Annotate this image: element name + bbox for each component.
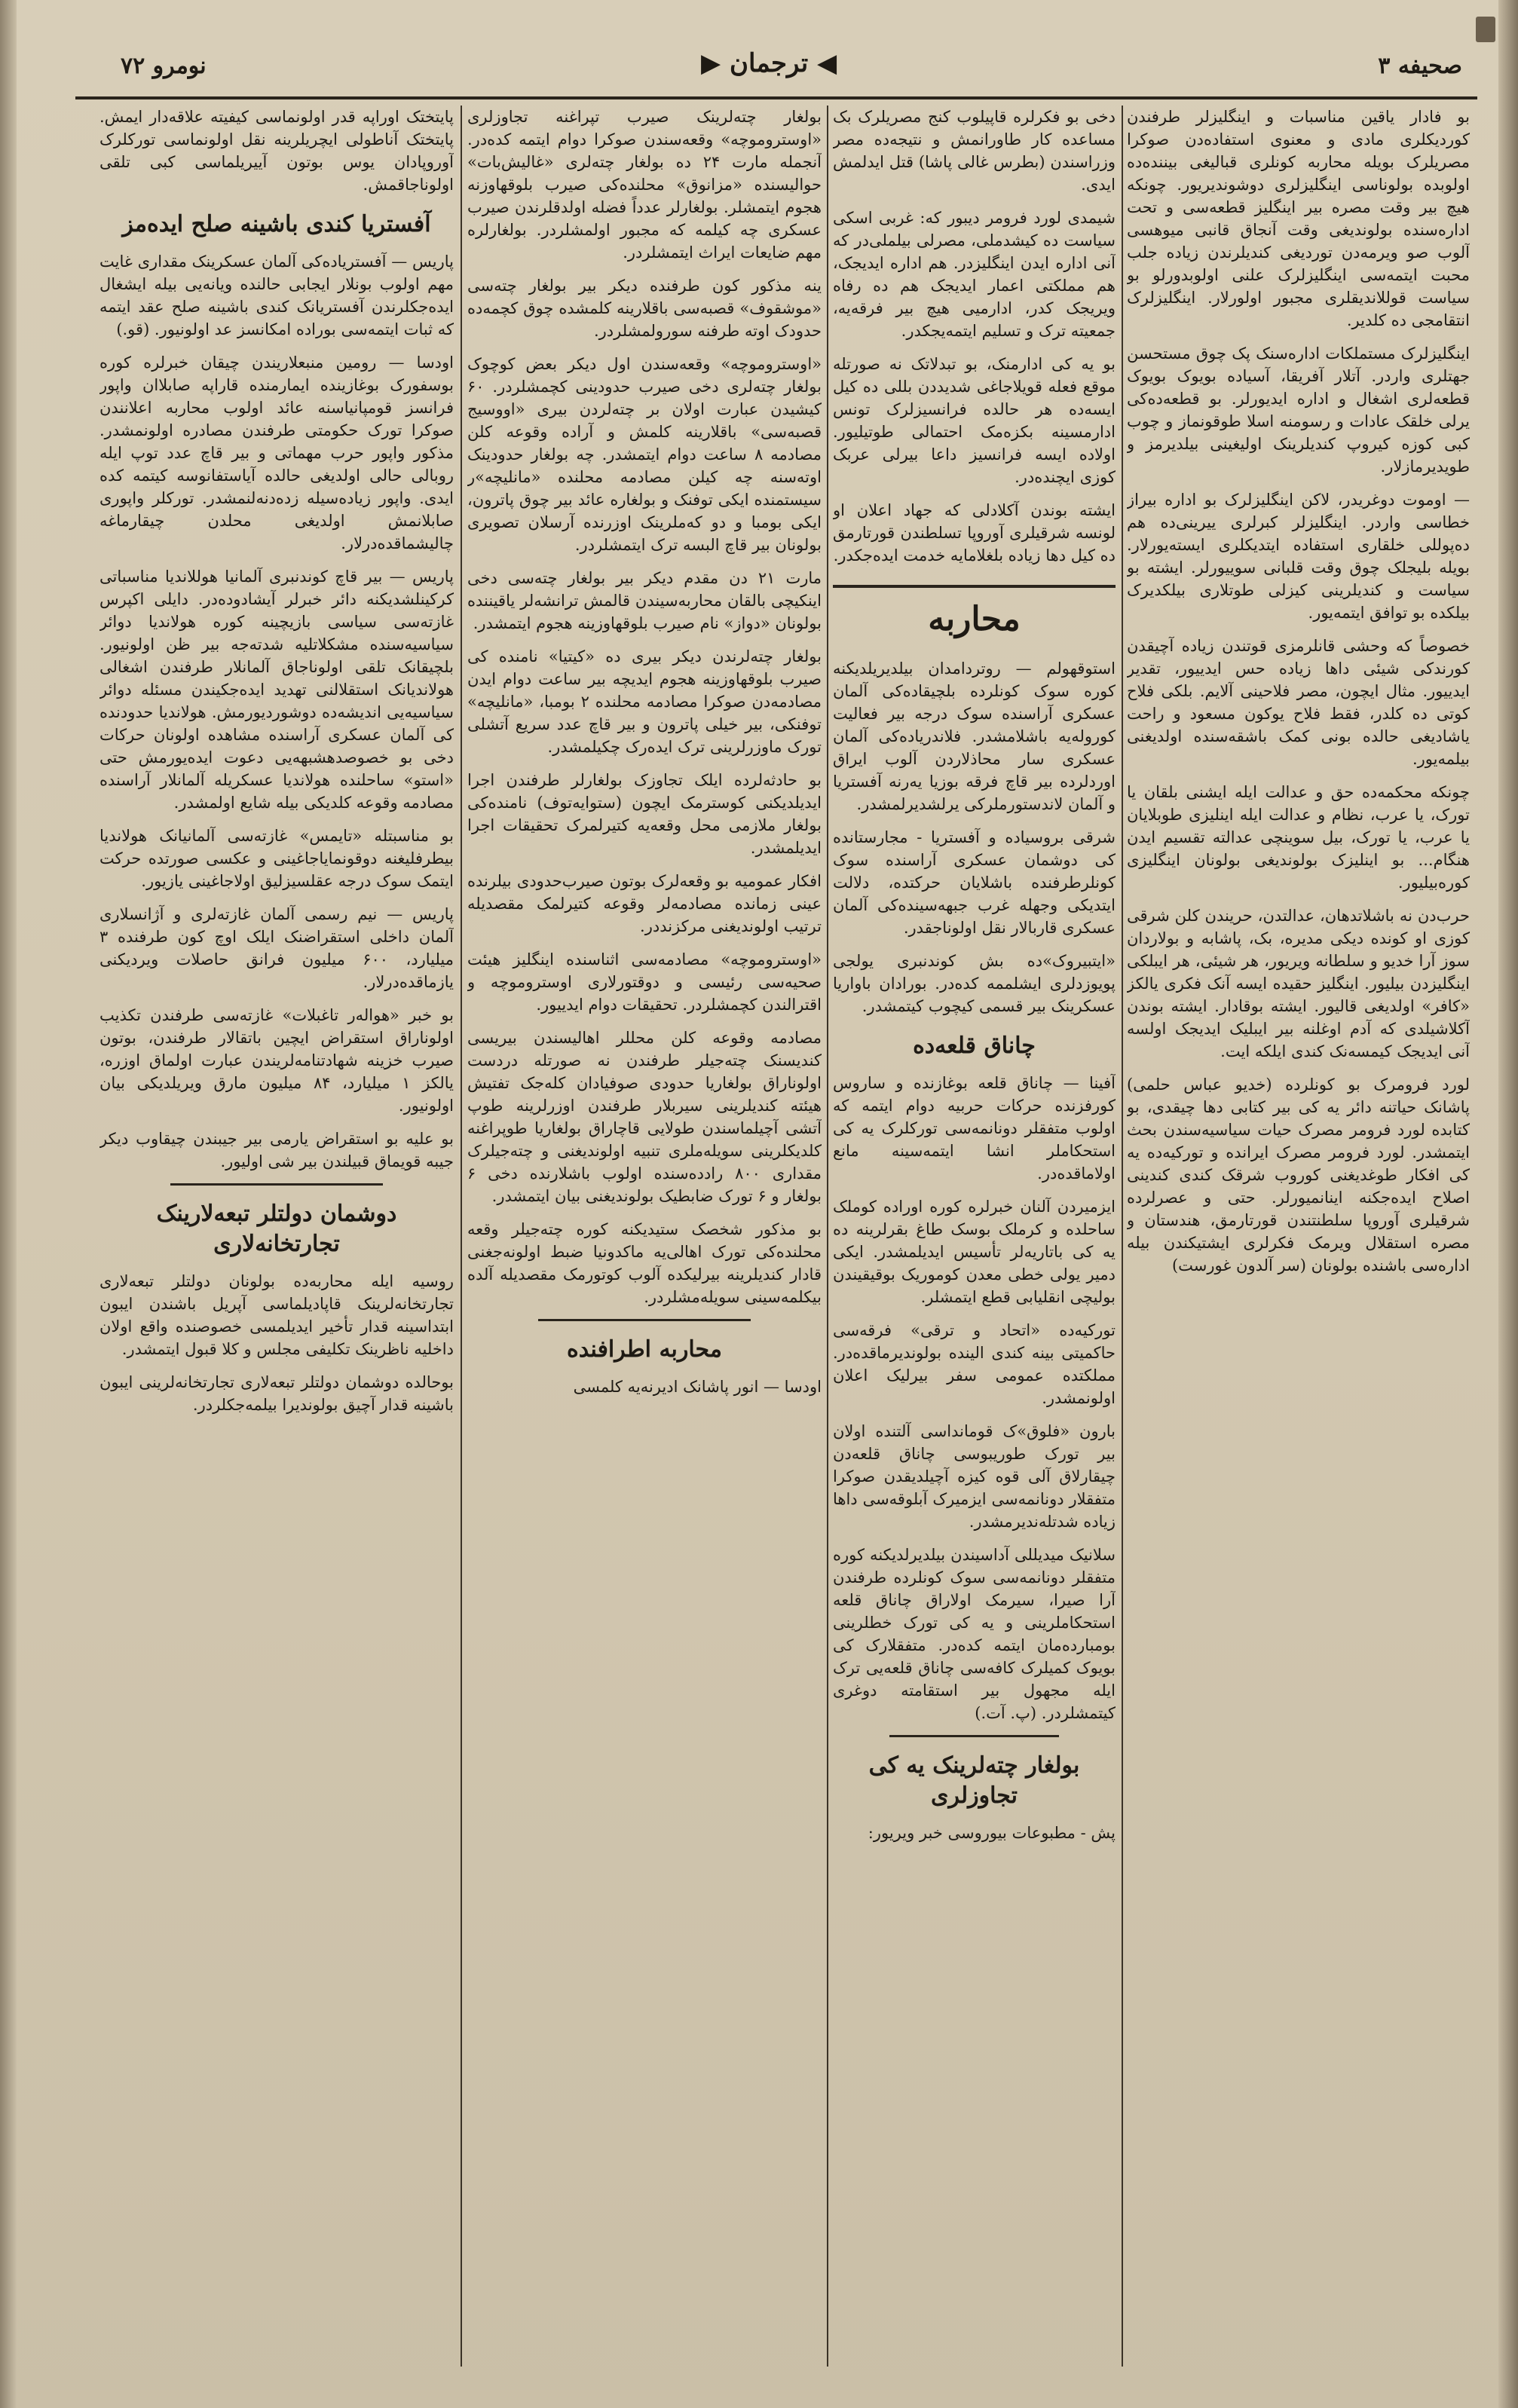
column-4 [99, 106, 454, 2363]
article-paragraph: بو علیه بو استقراض یارمی بیر جیبندن چیقاوب دیکر جیبه قویماق قبیلندن بیر شی اولیور. [99, 1130, 454, 1170]
article-paragraph: مصادمه وقوعه کلن محللر اهالیسندن بیریسی کندیسنک چته‌جیلر طرفندن نه صورتله دردست اولوناراق بولغاریا حدودی صوفیادان کله‌جک تفتیش هیئته کندیلرینی سیربلار طرفندن اوزرلرینه طوپ آتشی آچیلماسندن طولایی قاچاراق بولغاریا طوپراغنه کلدیکلرینی سویله‌ملری تنبیه اولوندیغنی و چته‌جیلرک مقداری ۸۰۰ رادده‌سنده اولوب باشلارنده دخی ۶ بولغار و ۶ تورک ضابطیک بولوندیغنی بیان ایتمشدر. [467, 1029, 822, 1205]
article-paragraph: اودسا — رومین منبعلاریندن چیقان خبرلره کوره بوسفورک بوغازینده ایمارمنده قاراپه صابلاان واپور فرانسز قومپانیاسنه عائد اولوب محاربه اعلانندن صوکرا تورک حکومتی طرفندن مصادره اولونمشدر. مذکور واپور حرب مهماتی و بیر قاچ عدد توپ ایله روبالی حالی اولدیغی حالده آیاستفانوسه کیتمه کده ایدی. واپور زیاده‌سیله زده‌دنه‌لنمشدر. تورکلر واپوری صابلانمش اولدیغی محلدن چیقارماغه چالیشماقده‌درلار. [99, 353, 454, 552]
article-paragraph: «اوستروموچه» وقعه‌سندن اول دیکر بعض کوچوک بولغار چته‌لری دخی صیرب حدودینی کچمشلردر. ۶۰ کیشیدن عبارت اولان بر چته‌لردن بیری «اووسیج قصبه‌سی» باقلارینه کلمش و آراده وقوعه کلن مصادمه ۸ ساعت دوام ایتمشدر. چه بولغار حدودینک اوته‌سنه چه کیلن مصادمه محلنده «مانلیچه»ر سیستمنده ایکی توفنک و بولغاره عائد بیر چوق پاترون، ایکی بومبا و دو که‌ملرینک اوزرنده آرسلان تصویری بولونان بیر قاچ البسه ترک ایتمشلردر. [467, 355, 822, 554]
article-paragraph: روسیه ایله محاربه‌ده بولونان دولتلر تبعه‌لاری تجارتخانه‌لرینک قاپادیلماسی آپریل باشندن ایبون ابتداسینه قدار تأخیر ایدیلمسی خصوصنده واقع اولان داخلیه ناظرینک تکلیفی مجلس و کلا قبول ایتمشدر. [99, 1272, 454, 1358]
page-number: صحیفه ۳ [1378, 53, 1462, 79]
article-paragraph: بارون «فلوق»ک قومانداسی آلتنده اولان بیر تورک طوریبوسی چاناق قلعه‌دن چیقارلاق آلی قوه کیزه آچیلدیقدن صوکرا متفقلار دونانمه‌سی ایزمیرک آبلوقه‌سی داها زیاده شدتله‌ندیرمشدر. [833, 1422, 1116, 1531]
separator-rule [170, 1183, 383, 1186]
separator-rule [889, 1735, 1059, 1737]
article-paragraph: بو حادثه‌لرده ایلک تجاوزک بولغارلر طرفندن اجرا ایدیلدیکنی کوسترمک ایچون (ستوایه‌توف) نامنده‌کی بولغار ملازمی محل وقعه‌یه کتیرلمرک تحقیقات اجرا ایدیلمشدر. [467, 771, 822, 857]
column-2 [833, 106, 1116, 2363]
article-paragraph: ایزمیردن آلنان خبرلره کوره اوراده کوملک ساحلده و کرملک بوسک طاغ بقرلرینه ده یه کی باتاریه‌لر تأسیس ایدیلمشدر. ایکی دمیر یولی خطی معدن کوموریک بوقیقیندن بولیچی انقلیابی قطع ایتمشلر. [833, 1198, 1116, 1306]
section-heading-war: محاربه [833, 585, 1116, 641]
article-paragraph: اودسا — انور پاشانک ادیرنه‌یه کلمسی [573, 1378, 822, 1396]
article-paragraph: بو مذکور شخصک ستیدیکنه کوره چته‌جیلر وقعه محلنده‌کی تورک اهالی‌یه ماکدونیا ضبط اولونه‌جغنی قادار کندیلرینه بیرلیکده آلوب کوتورمک مقصدیله آلده بیکلمه‌سینی سویله‌مشلردر. [467, 1220, 822, 1306]
masthead-rule [75, 96, 1477, 99]
article-paragraph: پاریس — بیر قاچ کوندنبری آلمانیا هوللاندیا مناسباتی کرکینلشدیکنه دائر خبرلر آیشادوده‌در. دایلی اکپرس غازته‌سی سیاسی بازیچینه کوره هولاندیا دوائر سیاسیه‌سنده مشکلاتلیه شدته‌جه بیر ظن اولونیور. بلچیقانک تلقی اولوناجاق آلمانلار طرفندن اشغالی هولاندیانک استقلالنی تهدید ایده‌جکیندن مسئله دوائر سیاسیه‌یی اندیشه‌ده دوشوردیورمش. هولاندیا حدودنده کی آلمان عسکری آراسنده مشاهده اولونان حرکات دخی بو خصوصدهشبهه‌یی دعوت ایده‌یورمش حتی «استو» ساحلنده هولاندیا عسکریله آلمانلار آراسنده مصادمه وقوعه کلدیکی بیله شایع اولمشدر. [99, 568, 454, 812]
page-edge-right [1498, 0, 1518, 2408]
issue-number: نومرو ۷۲ [121, 53, 207, 79]
article-paragraph: مارت ۲۱ دن مقدم دیکر بیر بولغار چته‌سی دخی اینکیچی بالقان محاربه‌سیندن قالمش ترانشه‌لر یاقیننده بولونان «دواز» نام صیرب بلوقهاوزینه هجوم ایتمشدر. [467, 569, 822, 632]
article-paragraph: بولغار چته‌لرندن دیکر بیری ده «کیتیا» نامنده کی صیرب بلوقهاوزینه هجوم ایدیچه بیر ساعت دوام ایدن مصادمه‌دن صوکرا مصادمه محلنده ۲ بومبا، «مانلیچه» توفنکی، بیر خیلی پاترون و بیر قاچ عدد سریع آتشلی تورک ماوزرلرینی ترک ایده‌رک چکیلمشدر. [467, 647, 822, 756]
column-divider [461, 106, 462, 2367]
article-paragraph: تورکیه‌ده «اتحاد و ترقی» فرقه‌سی حاکمیتی بینه کندی الینده بولوندیرماقده‌در. مملکتده عمومی سفر بیرلیک اعلان اولونمشدر. [833, 1321, 1116, 1407]
article-heading: محاربه اطرافنده [567, 1336, 722, 1363]
article-paragraph: «اوستروموچه» مصادمه‌سی اثناسنده اینگلیز هیئت صحیه‌سی رئیسی و دوقتورلاری اوستروموچه و اقترالندن کچمشلردر. تحقیقات دوام ایدییور. [467, 950, 822, 1014]
article-paragraph: شیمدی لورد فرومر دیبور که: غربی اسکی سیاست ده کیشدملی، مصرلی بیلملی‌در که آنی اداره ایدن اینگلیزدر. هم اداره ایدیجک، هم مملکتی اعمار ایدیجک هم ده رفاه ویریجک کدر، ادارمیی هیچ بیر فرقه‌یه، جمعیته ترک و تسلیم ایتمه‌یجکدر. [833, 209, 1116, 340]
separator-rule [538, 1319, 751, 1321]
article-paragraph: آفینا — چاناق قلعه بوغازنده و ساروس کورفزنده حرکات حربیه دوام ایتمه که اولوب متفقلر دونانمه‌سی تورکلرک یه کی استحکاملر انشا ایتمه‌سینه مانع اولاماقده‌در. [833, 1074, 1116, 1183]
article-paragraph: ینه مذکور کون طرفنده دیکر بیر بولغار چته‌سی «موشقوف» قصبه‌سی باقلارینه کلمشده چوق کچمه‌ده حدودک اوته طرفنه سورولمشلردر. [467, 277, 822, 340]
page-edge-left [0, 0, 17, 2408]
article-heading: دوشمان دولتلر تبعه‌لارینک تجارتخانه‌لاری [156, 1201, 397, 1257]
article-heading: آفستریا کندی باشینه صلح ایده‌مز [122, 211, 431, 237]
article-paragraph: دخی بو فکرلره قاپیلوب کنج مصریلرک بک مساعده کار طاورانمش و نتیجه‌ده مصر وزراسندن (بطرس غالی پاشا) قتل ایدلمش ایدی. [833, 108, 1116, 194]
column-divider [1122, 106, 1123, 2367]
article-paragraph: پایتختک اوراپه قدر اولونماسی کیفیته علاقه‌دار ایمش. پایتختک آناطولی ایچریلرینه نقل اولونماسی تورکلرک آوروپادان یوس بوتون آییریلماسی کبی تلقی اولوناجاقمش. [99, 108, 454, 194]
article-paragraph: اینگلیزلرک مستملکات اداره‌سنک پک چوق مستحسن جهتلری واردر. آتلار آفریقا، آسیاده بویوک بویوک قطعه‌لری اشغال و اداره ایدیورلر. بو قطعه‌ده‌کی یرلی خلقک عادات و رسومنه اسلا طوقونماز و چوب کبی کوزه کیروپ کندیلرینک اولیغینی بیلدیرمز و طویدیرمازلار. [1127, 344, 1470, 476]
article-paragraph: لورد فرومرک بو کونلرده (خدیو عباس حلمی) پاشانک حیاتنه دائر یه کی بیر کتابی دها چیقدی، بو کتابده لورد فرومر مصرک حیات سیاسیه‌سندن بحث ایتمشدر. لورد فرومر مصرک ایرانده و تورکیه‌ده یه کی افکار طوغدیغنی کوروب شرقک کندی کندینی اصلاح ایده‌جکنه اینانمیورلر. حتی و عصرلرده شرقیلری آوروپا سلطنتندن قورتارمق، هندستان و مصره استقلال ویرمک فکرلری ایشتیکندن بیله اداره‌سی باشنده بولونان (سر آلدون غورست) [1127, 1075, 1470, 1274]
column-divider [827, 106, 828, 2367]
masthead [75, 45, 1477, 90]
article-paragraph: بو فادار یاقین مناسبات و اینگلیزلر طرفندن کوردیکلری مادی و معنوی استفاده‌دن صوکرا مصریلرک بویله محاربه کونلری قبالیغی بیننده‌ده اولوبده بولوناسی اینگلیزلری دوشوندیریور. چونکه هیچ بیر وقت مصره بیر اینگلیز قطعه‌سی و تحت اداره‌سنده بولوندیغی وقت آنجاق قانبی میوهسی آلوب صو ویرمه‌دن توردیغی کندیلرندن زیاده جلب محبت ایتمه‌سی اینگلیزلرک علنی اولوبدورلو بو سیاست قوللاندیقلری مجبور اولورلار. اینگلیزلرک انتقامجی ده کلدیر. [1127, 108, 1470, 329]
article-paragraph: پاریس — نیم رسمی آلمان غازته‌لری و آژانسلاری آلمان داخلی استقراضنک ایلک اوچ کون طرفنده ۳ میلیارد، ۶۰۰ میلیون فرانق حاصلات ویردیکنی یازماقده‌درلار. [99, 905, 454, 991]
article-paragraph: چونکه محکمه‌ده حق و عدالت ایله ایشنی بلقان یا تورک، یا عرب، نظام و عدالت ایله اینلیزی طوبلایان یا عرب، یا تورک، بیل سوینچی عدالته تقسیم ایدن هنگام... بو اینلیزک بولوندیغی بولونان اینگلیزی کوره‌بیلیور. [1127, 783, 1470, 892]
article-paragraph: پش - مطبوعات بیوروسی خبر ویریور: [868, 1824, 1116, 1842]
article-paragraph: سلانیک میدیللی آداسیندن بیلدیرلدیکنه کوره متفقلر دونانمه‌سی سوک کونلرده طرفندن آرا صیرا، سیرمک اولاراق چاناق قلعه استحکاملرینی و یه کی تورک خطلرینی بومبارده‌مان ایتمه کده‌در. متفقلارک کی بویوک کمیلرک کافه‌سی چاناق قلعه‌یی ترک ایله مجهول بیر استقامته دوغری کیتمشلردر. (پ. آت.) [833, 1546, 1116, 1722]
column-1 [1127, 106, 1470, 2363]
article-paragraph: بوحالده دوشمان دولتلر تبعه‌لاری تجارتخانه‌لرینی ایبون باشینه قدار آچیق بولوندیرا بیلمه‌جکلردر. [99, 1373, 454, 1414]
article-heading: چاناق قلعه‌ده [913, 1033, 1036, 1059]
article-paragraph: خصوصاً که وحشی قانلرمزی قوتندن زیاده آچیقدن کورندکی شیئی داها زیاده حس ایدییور، تقدیر ایدییور. مثال ایچون، مصر فلاحینی آلایم. بلکی فلاح کوتی ده کلدر، فقط فلاح یوکون مسعود و راحت یاشادیغی حالده بونی کمک باشقه‌سنده اولدیغنی بیلمه‌یور. [1127, 637, 1470, 768]
article-paragraph: بو خبر «هواله‌ر تاغبلات» غازته‌سی طرفندن تکذیب اولوناراق استقراض ایچین باتقالار طرفندن، بوتون صیرب خزینه شهادتنامه‌لریندن عبارت اولماق اوزره، یالکز ۱ میلیارد، ۸۴ میلیون مارق ویریلدیکی بیان اولونیور. [99, 1006, 454, 1115]
column-3 [467, 106, 822, 2363]
article-paragraph: «ایتبیروک»ده بش کوندنبری یولجی پویوزدلری ایشلممه کده‌در. بورادان باواریا عسکرینک بیر قسمی کیچوب کیتمشدر. [833, 952, 1116, 1015]
article-paragraph: بو مناسبتله «تایمس» غازته‌سی آلمانیانک هولاندیا بیطرفلیغنه دوقونمایاجاغینی و عکسی صورتده حرکت ایتمک سوک درجه عقلسیزلیق اولاجاغینی یازیور. [99, 827, 454, 890]
binding-hole [1476, 17, 1495, 42]
article-paragraph: ایشته بوندن آکلادلی که جهاد اعلان او لونسه شرقیلری آوروپا تسلطندن قورتارمق ده کیل دها زیاده بلغلامایه خدمت ایده‌جکدر. [833, 501, 1116, 565]
article-paragraph: شرقی بروسیاده و آفستریا - مجارستانده کی دوشمان عسکری آراسنده سوک کونلرطرفنده باشلایان حرکتده، دلالت ایتدیکی وجهله غرب جبهه‌سینده‌کی آلمان عسکری قاربالار نقل اولوناجقدر. [833, 828, 1116, 937]
article-paragraph: حرب‌دن نه باشلاتدهان، عدالتدن، حریندن کلن شرقی کوزی او کونده دیکی مدیره، بک، پاشابه و بولاردان سوز آرا خدیو و سلطانه ویریور، هر شیئی، هر ایبلکی اینگلیزدن بیلیور. اینگلیز حقیده ایسه آنک فکری یالکز «کافر» اولدیغی قالیور. ایشته بوقادار. ایشته بوندن آکلاشیلدی که آدم اوغلنه بیر ایبلیک ایدیجک اولسه آنی ایدیجک کیمسه‌نک کندی ایلکه ایت. [1127, 907, 1470, 1060]
article-paragraph: افکار عمومیه بو وقعه‌لرک بوتون صیرب‌حدودی بیلرنده عینی زمانده مصادمه‌لر وقوعه کتیرلمک مقصدیله ترتیب اولوندیغنی مرکزنددر. [467, 872, 822, 935]
article-heading: بولغار چته‌لرینک یه کی تجاوزلری [868, 1752, 1080, 1809]
article-paragraph: — اوموت دوغریدر، لاکن اینگلیزلرک بو اداره بیراز خطاسی واردر. اینگلیزلر کبرلری ییرینی‌ده هم ده‌پوللی خلقاری استفاده ایتدیکلری ایسته‌یورلار. بویله بلیجلک چوق وقت قلبانی سوییورلر. ایشته بو سیاست و کندیلرینی کیزلی طوتلاری بیلکدیرک بیلکده بو توافق ایتمه‌یور. [1127, 491, 1470, 622]
article-paragraph: بو یه کی ادارمنک، بو تبدلاتک نه صورتله موقع فعله قویلاجاغی شدیددن بللی ده کیل ایسه‌ده هر حالده فرانسیزلرک تونس ادارمسینه بکزه‌مک احتمالی طوتیلیور. اولاده ایسه فرانسیز داعا بیرلی عربک کوزی ایچنده‌در. [833, 355, 1116, 486]
article-paragraph: پاریس — آفستریاده‌کی آلمان عسکرینک مقداری غایت مهم اولوب بونلار ایجابی حالنده ویانه‌یی بیله ایشغال ایده‌جکلرندن آفستریانک کندی باشینه صلح عقد ایتمه که ثبات ایتمه‌سی بوراده امکانسز عد اولونیور. (قو.) [99, 252, 454, 338]
article-paragraph: بولغار چته‌لرینک صیرب تپراغنه تجاوزلری «اوستروموچه» وقعه‌سندن صوکرا دوام ایتمه کده‌در. آنجمله مارت ۲۴ ده بولغار چته‌لری «غالیش‌بات» حوالیسنده «مزانوق» محلنده‌کی صیرب بلوقهاوزنه هجوم ایتمشلر. بولغارلر عدداً فضله اولدقلرندن صیرب عسکری چه کیلمه که مجبور اولمشلردر. بولغارلره مهم ضایعات ایراث ایتمشلردر. [467, 108, 822, 262]
article-paragraph: استوقهولم — روتردامدان بیلدیریلدیکنه کوره سوک کونلرده بلچیقاده‌کی آلمان عسکری آراسنده سوک درجه بیر فعالیت کوروله‌یه باشلامشدر. فلاندریاده‌کی آلمان عسکری سار محاذلاردن آلوب ایراق اوردلرده بیر قاچ فرقه بوزیا یه‌رنه آفستریا و آلمان لاندستورملرکی یرلشدیرلمشدر. [833, 659, 1116, 813]
newspaper-title: ◀ ترجمان ▶ [701, 48, 837, 78]
